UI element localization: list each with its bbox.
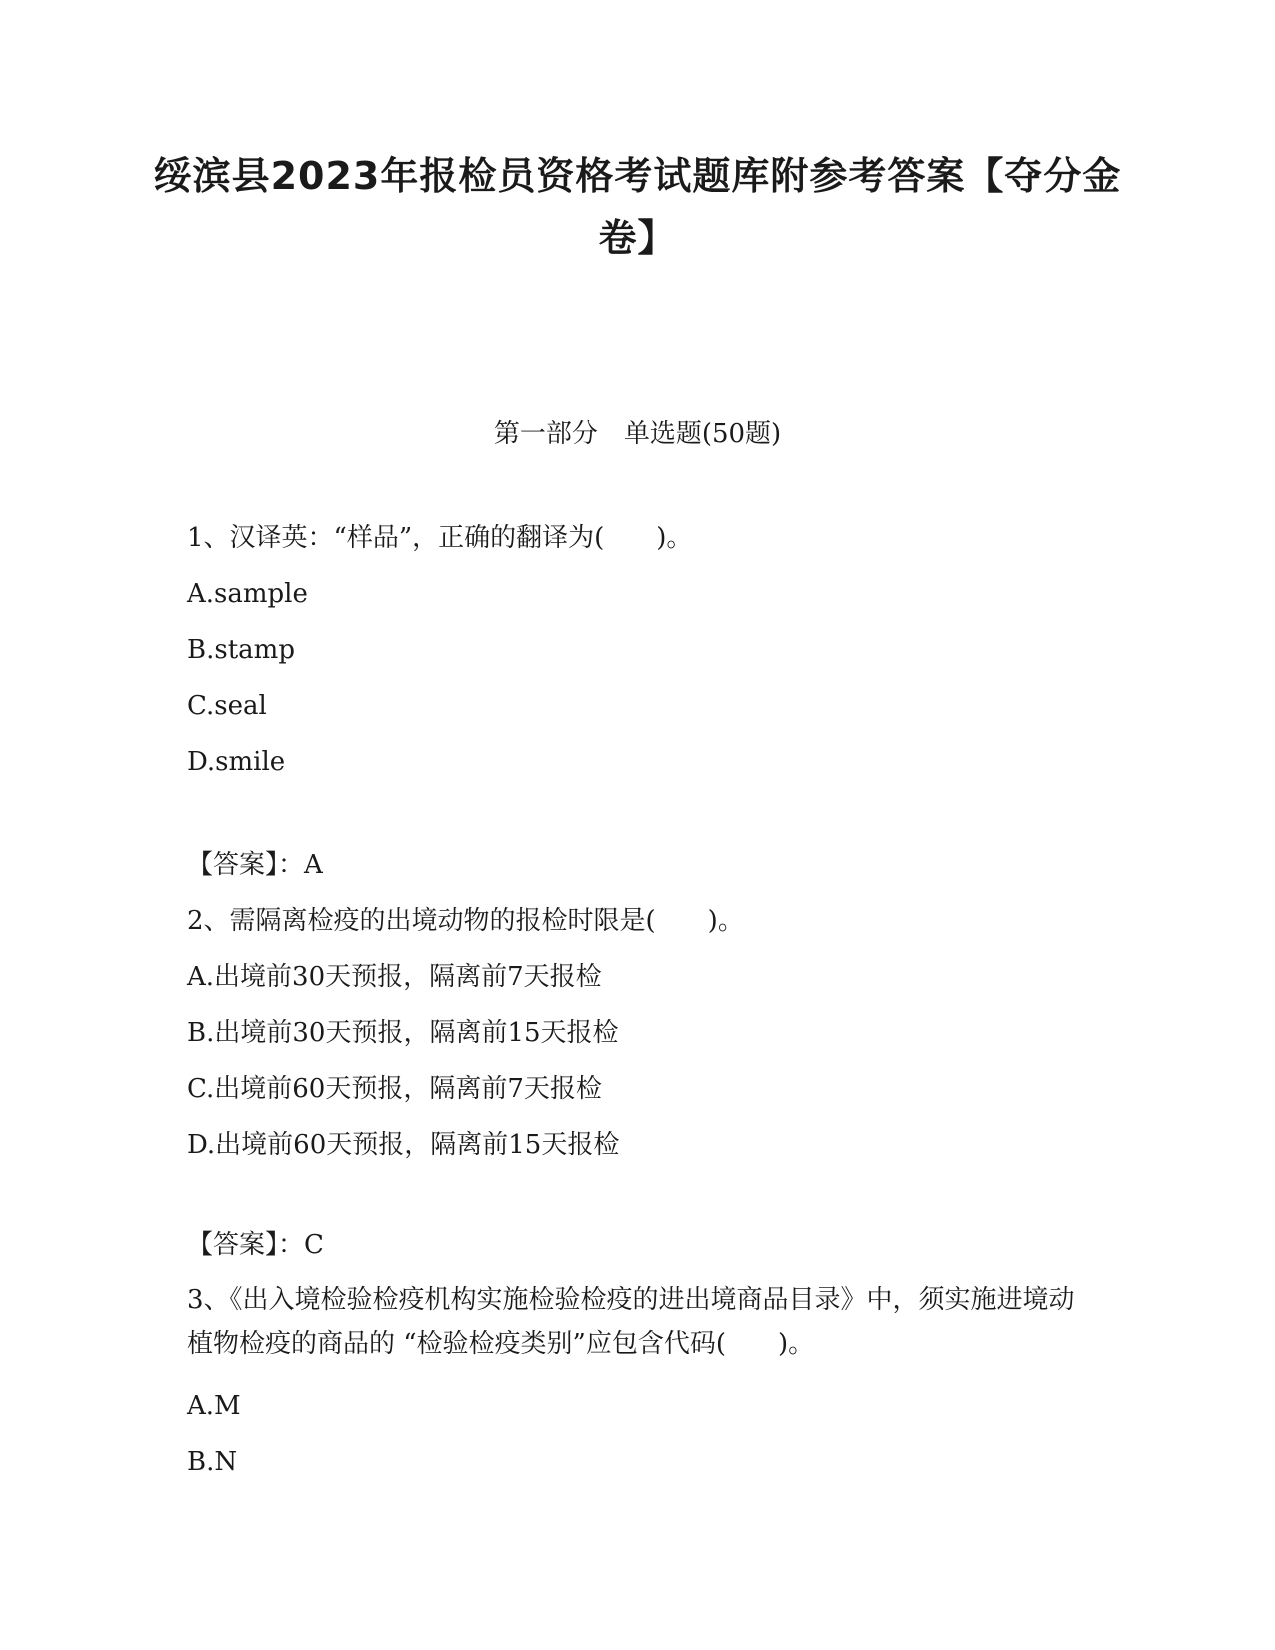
- question-3-option-a: A.M: [187, 1391, 241, 1421]
- question-2-option-d: D.出境前60天预报，隔离前15天报检: [187, 1130, 620, 1160]
- document-title: 绥滨县2023年报检员资格考试题库附参考答案【夺分金卷】: [153, 154, 1122, 260]
- question-2-option-b: B.出境前30天预报，隔离前15天报检: [187, 1018, 619, 1048]
- question-2-option-a: A.出境前30天预报，隔离前7天报检: [187, 962, 602, 992]
- question-1-option-c: C.seal: [187, 691, 267, 721]
- question-3-stem: 3、《出入境检验检疫机构实施检验检疫的进出境商品目录》中，须实施进境动植物检疫的商品的 “检验检疫类别”应包含代码( )。: [187, 1285, 1075, 1359]
- question-1-answer: 【答案】：A: [187, 850, 323, 880]
- question-1-option-a: A.sample: [187, 579, 308, 609]
- question-1-option-b: B.stamp: [187, 635, 295, 665]
- question-2-answer: 【答案】：C: [187, 1230, 324, 1260]
- question-1-stem: 1、汉译英：“样品”，正确的翻译为( )。: [187, 523, 693, 553]
- question-2-option-c: C.出境前60天预报，隔离前7天报检: [187, 1074, 602, 1104]
- question-3-option-b: B.N: [187, 1447, 238, 1477]
- question-1-option-d: D.smile: [187, 747, 286, 777]
- question-2-stem: 2、需隔离检疫的出境动物的报检时限是( )。: [187, 906, 744, 936]
- section-heading: 第一部分 单选题(50题): [493, 419, 782, 449]
